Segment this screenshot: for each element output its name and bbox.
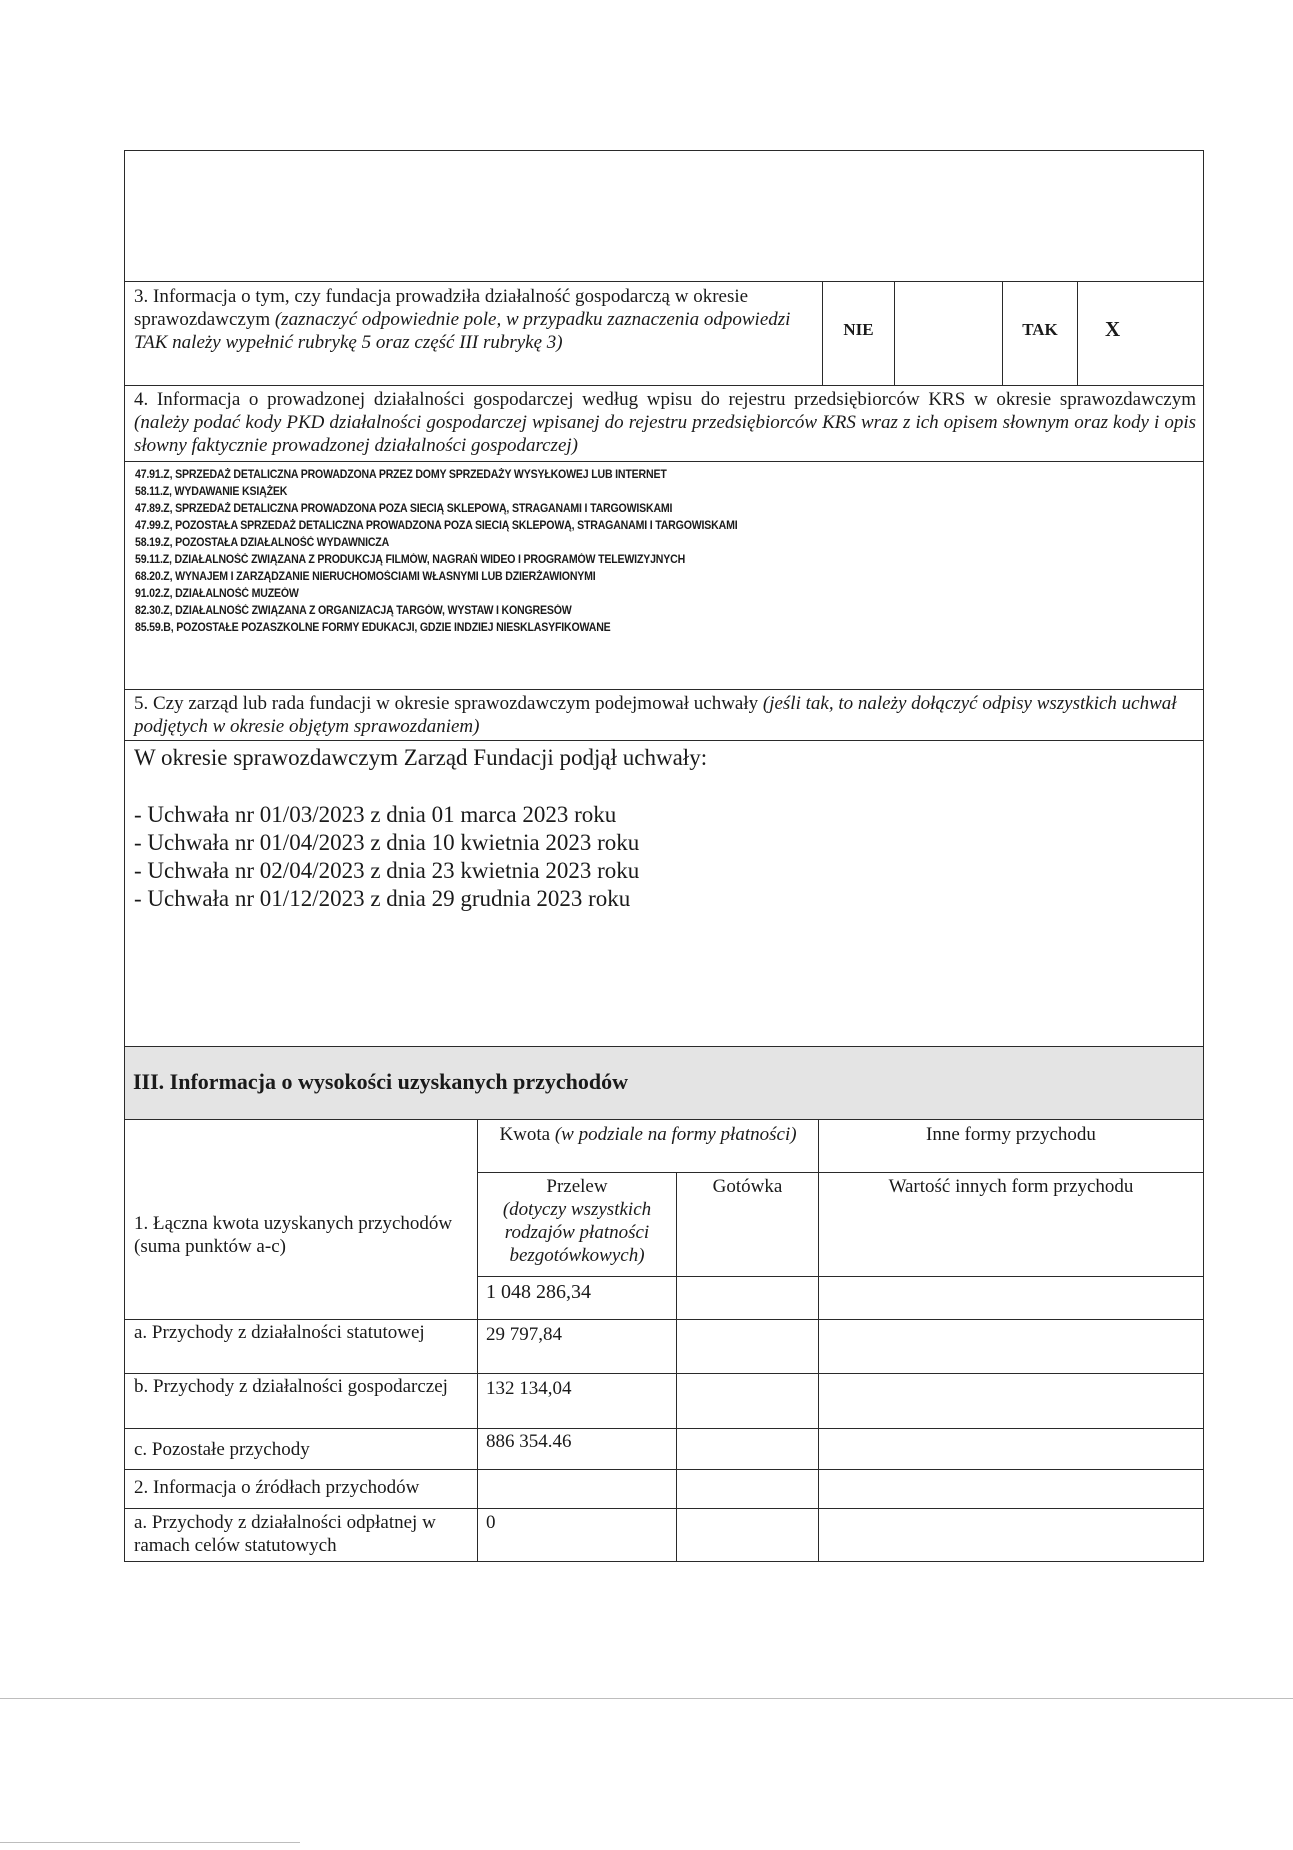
value-other-przelew: 886 354.46 <box>486 1431 572 1452</box>
pkd-item: 82.30.Z, DZIAŁALNOŚĆ ZWIĄZANA Z ORGANIZACJĄ TARGÓW, WYSTAW I KONGRESÓW <box>135 605 572 617</box>
resolution-item: - Uchwała nr 01/04/2023 z dnia 10 kwietnia 2023 roku <box>134 830 640 855</box>
resolution-item: - Uchwała nr 01/12/2023 z dnia 29 grudnia 2023 roku <box>134 886 631 911</box>
value-business-przelew: 132 134,04 <box>486 1378 572 1399</box>
col-header-gotowka: Gotówka <box>712 1176 783 1197</box>
value-total-przelew: 1 048 286,34 <box>486 1281 591 1303</box>
pkd-item: 47.99.Z, POZOSTAŁA SPRZEDAŻ DETALICZNA PROWADZONA POZA SIECIĄ SKLEPOWĄ, STRAGANAMI I TARGOWISKAMI <box>135 520 738 532</box>
section-iii-title: III. Informacja o wysokości uzyskanych przychodów <box>133 1069 629 1094</box>
option-nie-label: NIE <box>843 320 874 339</box>
section-5-answer <box>124 740 1204 1047</box>
option-tak-checkbox[interactable]: X <box>1105 317 1121 341</box>
pkd-item: 59.11.Z, DZIAŁALNOŚĆ ZWIĄZANA Z PRODUKCJĄ FILMÓW, NAGRAŃ WIDEO I PROGRAMÓW TELEWIZYJNYCH <box>135 554 686 566</box>
section-3-question: 3. Informacja o tym, czy fundacja prowadziła działalność gospodarczą w okresie sprawozdawczym (zaznaczyć odpowiednie pole, w przypadku zaznaczenia odpowiedzi TAK należy wypełnić rubrykę 5 oraz część III rubrykę 3) <box>134 286 791 353</box>
pkd-item: 68.20.Z, WYNAJEM I ZARZĄDZANIE NIERUCHOMOŚCIAMI WŁASNYMI LUB DZIERŻAWIONYMI <box>135 571 596 583</box>
option-tak-label: TAK <box>1022 320 1058 339</box>
row-label-paid-activity: a. Przychody z działalności odpłatnej w ramach celów statutowych <box>134 1512 436 1556</box>
resolutions-intro: W okresie sprawozdawczym Zarząd Fundacji podjął uchwały: <box>134 745 708 770</box>
top-empty-cell <box>124 150 1204 282</box>
row-label-statutory: a. Przychody z działalności statutowej <box>134 1322 425 1343</box>
section-5-question: 5. Czy zarząd lub rada fundacji w okresie sprawozdawczym podejmował uchwały (jeśli tak, to należy dołączyć odpisy wszystkich uchwał podjętych w okresie objętym sprawozdaniem) <box>134 693 1177 737</box>
col-header-wartosc: Wartość innych form przychodu <box>888 1176 1134 1197</box>
col-header-inne: Inne formy przychodu <box>926 1124 1096 1145</box>
pkd-item: 85.59.B, POZOSTAŁE POZASZKOLNE FORMY EDUKACJI, GDZIE INDZIEJ NIESKLASYFIKOWANE <box>135 622 611 634</box>
pkd-item: 91.02.Z, DZIAŁALNOŚĆ MUZEÓW <box>135 588 299 600</box>
pkd-item: 47.91.Z, SPRZEDAŻ DETALICZNA PROWADZONA PRZEZ DOMY SPRZEDAŻY WYSYŁKOWEJ LUB INTERNET <box>135 469 667 481</box>
section-4-pkd-list <box>124 461 1204 690</box>
pkd-item: 58.19.Z, POZOSTAŁA DZIAŁALNOŚĆ WYDAWNICZA <box>135 537 390 549</box>
row-label-total: 1. Łączna kwota uzyskanych przychodów (suma punktów a-c) <box>134 1213 453 1257</box>
section-4-header <box>124 385 1204 462</box>
value-paid-activity-przelew: 0 <box>486 1512 496 1533</box>
row-label-business: b. Przychody z działalności gospodarczej <box>134 1376 448 1397</box>
row-label-sources: 2. Informacja o źródłach przychodów <box>134 1477 420 1498</box>
section-iii-header <box>124 1046 1204 1120</box>
section-4-question: 4. Informacja o prowadzonej działalności gospodarczej według wpisu do rejestru przedsiębiorców KRS w okresie sprawozdawczym (należy podać kody PKD działalności gospodarczej wpisanej do rejestru przedsiębiorców KRS wraz z ich opisem słownym oraz kody i opis słowny faktycznie prowadzonej działalności gospodarczej) <box>134 389 1196 456</box>
option-nie-checkbox[interactable] <box>895 318 1002 348</box>
row-label-other: c. Pozostałe przychody <box>134 1439 310 1460</box>
pkd-item: 47.89.Z, SPRZEDAŻ DETALICZNA PROWADZONA POZA SIECIĄ SKLEPOWĄ, STRAGANAMI I TARGOWISKAMI <box>135 503 673 515</box>
pkd-item: 58.11.Z, WYDAWANIE KSIĄŻEK <box>135 486 288 498</box>
col-header-przelew: Przelew (dotyczy wszystkich rodzajów płatności bezgotówkowych) <box>502 1176 652 1266</box>
resolution-item: - Uchwała nr 01/03/2023 z dnia 01 marca 2023 roku <box>134 802 617 827</box>
resolution-item: - Uchwała nr 02/04/2023 z dnia 23 kwietnia 2023 roku <box>134 858 640 883</box>
section-5-header <box>124 689 1204 741</box>
value-statutory-przelew: 29 797,84 <box>486 1324 562 1345</box>
revenue-table <box>124 1119 1204 1562</box>
section-3-row <box>124 281 1204 386</box>
col-header-kwota: Kwota (w podziale na formy płatności) <box>499 1124 797 1145</box>
